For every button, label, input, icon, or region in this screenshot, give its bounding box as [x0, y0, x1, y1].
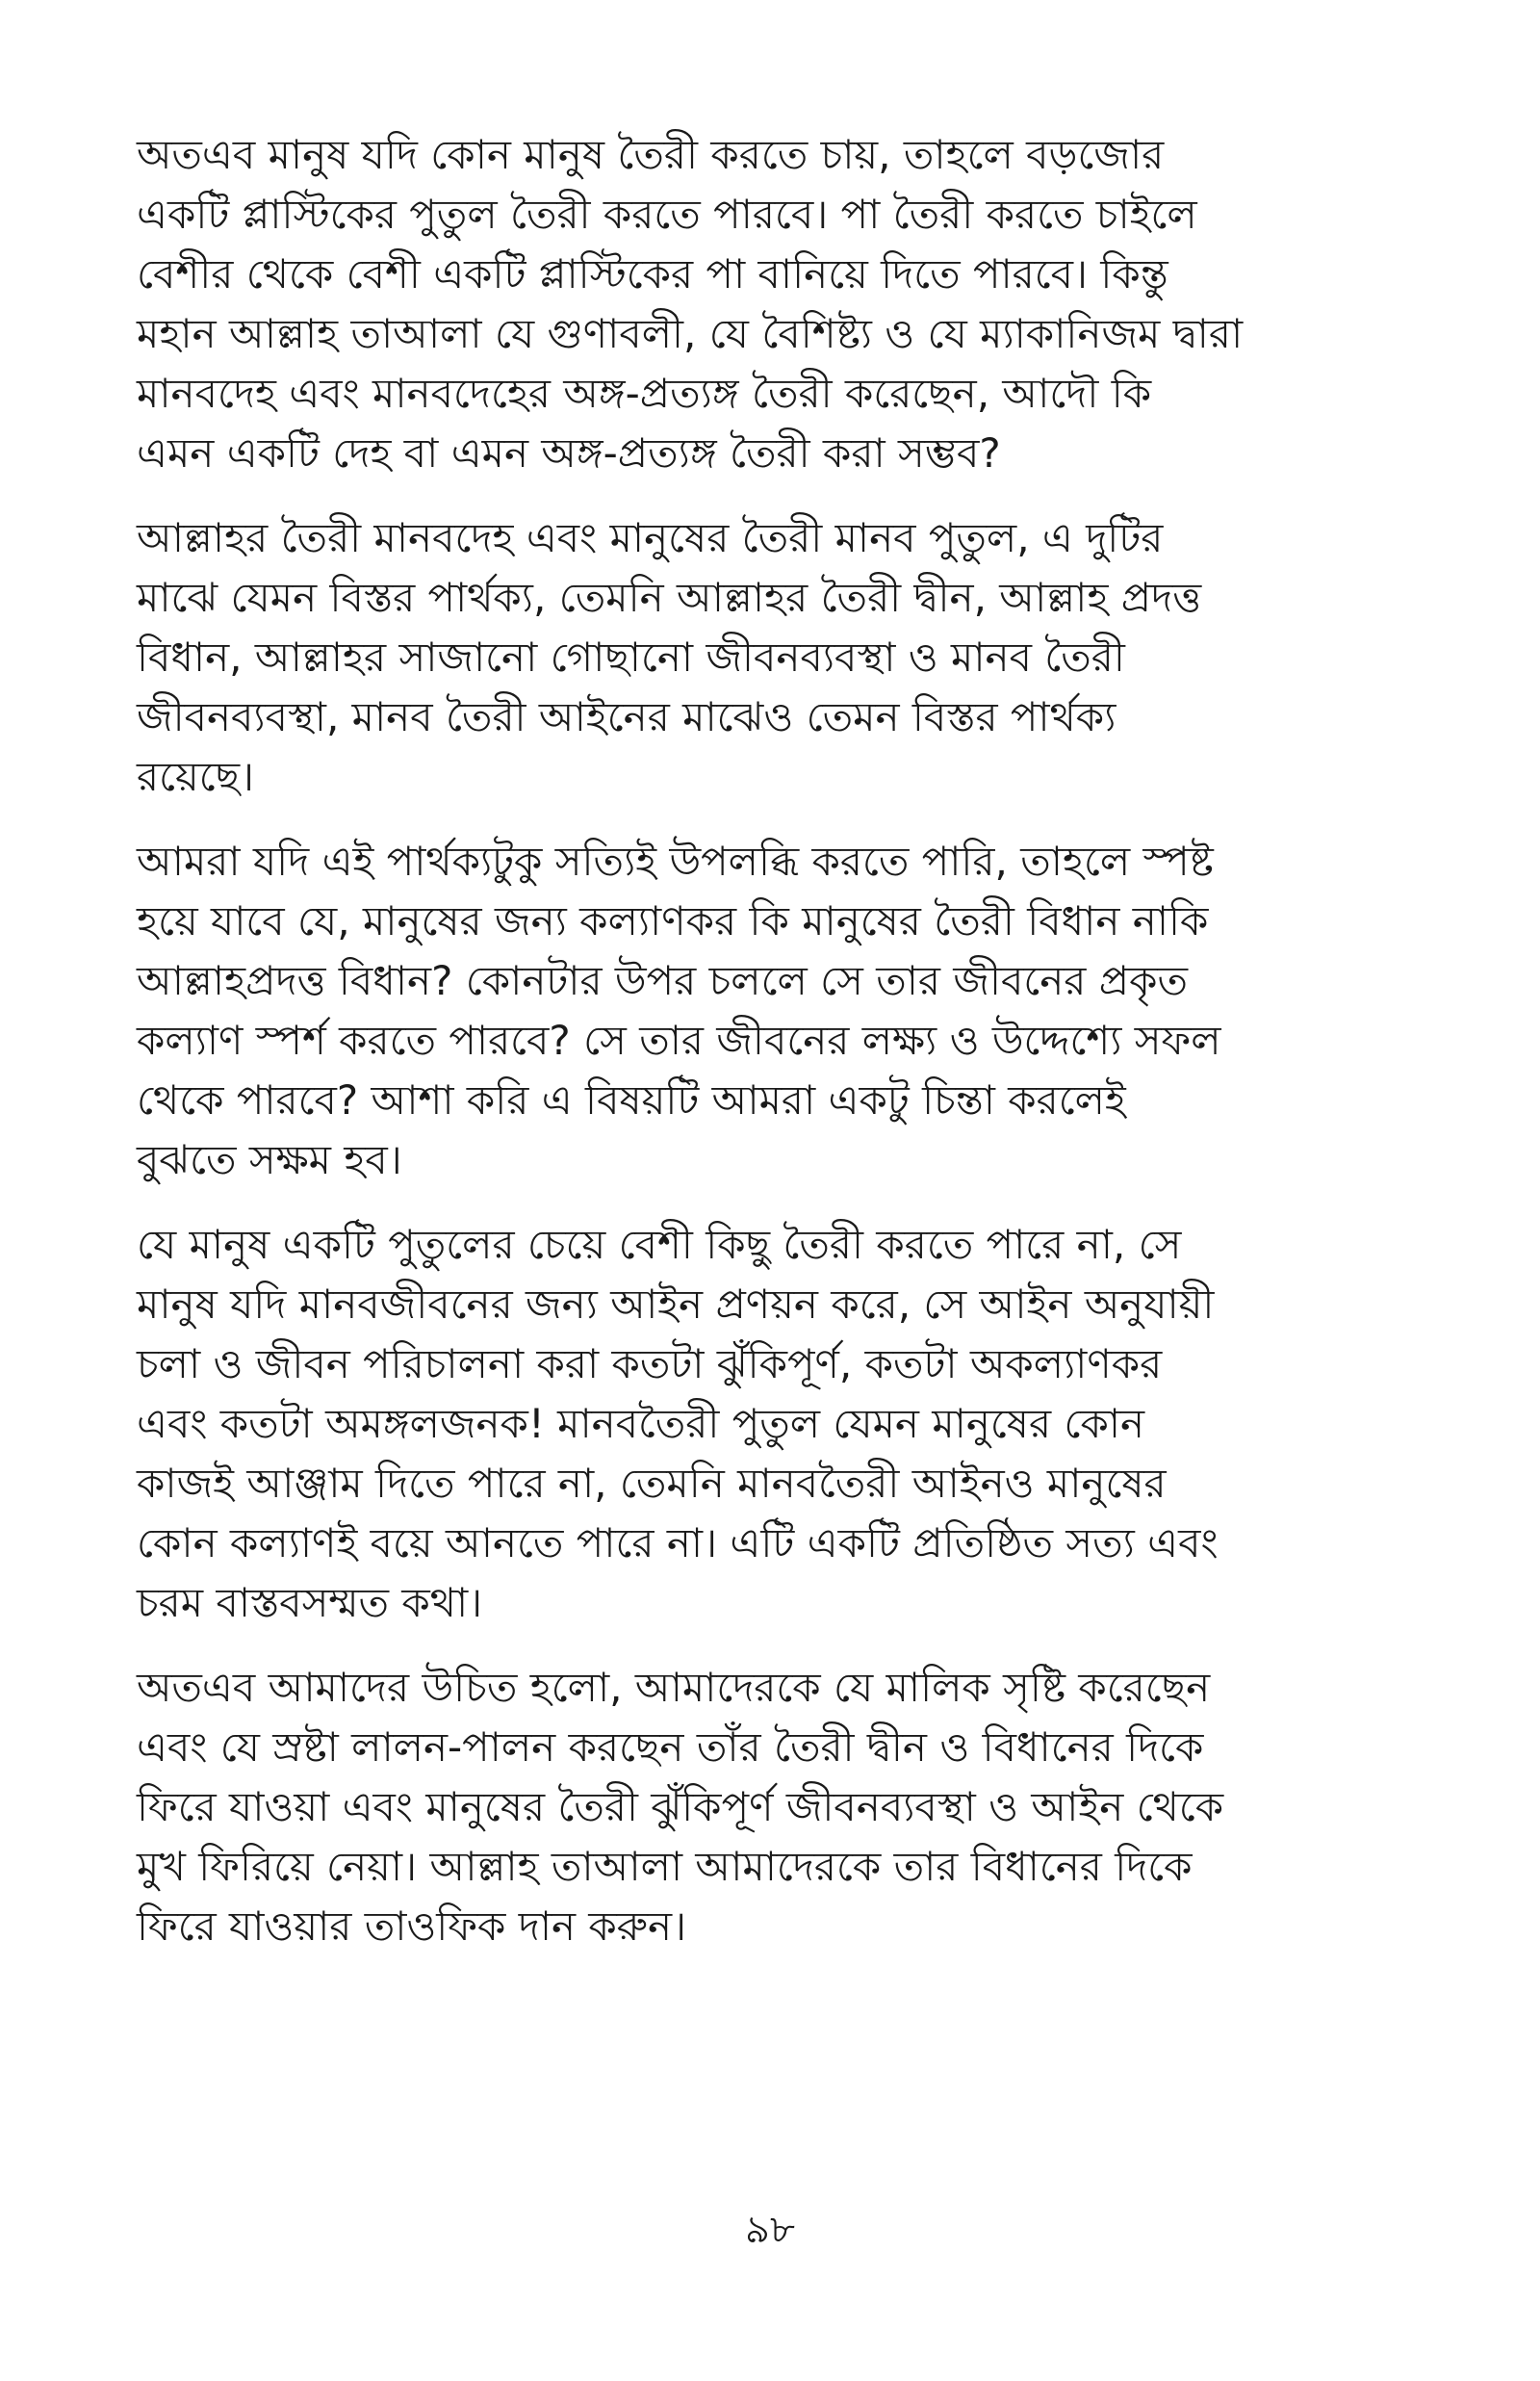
paragraph-3: আমরা যদি এই পার্থক্যটুকু সত্যিই উপলব্ধি করতে পারি, তাহলে স্পষ্ট হয়ে যাবে যে, মানুষের জন্য কল্যাণকর কি মানুষের তৈরী বিধান নাকি আল্লাহপ্রদত্ত বিধান? কোনটার উপর চললে সে তার জীবনের প্রকৃত কল্যাণ স্পর্শ করতে পারবে? সে তার জীবনের লক্ষ্য ও উদ্দেশ্যে সফল থেকে পারবে? আশা করি এ বিষয়টি আমরা একটু চিন্তা করলেই বুঝতে সক্ষম হব। — [137, 838, 1221, 1183]
paragraph-4: যে মানুষ একটি পুতুলের চেয়ে বেশী কিছু তৈরী করতে পারে না, সে মানুষ যদি মানবজীবনের জন্য আইন প্রণয়ন করে, সে আইন অনুযায়ী চলা ও জীবন পরিচালনা করা কতটা ঝুঁকিপূর্ণ, কতটা অকল্যাণকর এবং কতটা অমঙ্গলজনক! মানবতৈরী পুতুল যেমন মানুষের কোন কাজই আঞ্জাম দিতে পারে না, তেমনি মানবতৈরী আইনও মানুষের কোন কল্যাণই বয়ে আনতে পারে না। এটি একটি প্রতিষ্ঠিত সত্য এবং চরম বাস্তবসম্মত কথা। — [137, 1221, 1219, 1626]
page-body — [137, 125, 1359, 1981]
paragraph-1: অতএব মানুষ যদি কোন মানুষ তৈরী করতে চায়, তাহলে বড়জোর একটি প্লাস্টিকের পুতুল তৈরী করতে পারবে। পা তৈরী করতে চাইলে বেশীর থেকে বেশী একটি প্লাস্টিকের পা বানিয়ে দিতে পারবে। কিন্তু মহান আল্লাহ তাআলা যে গুণাবলী, যে বৈশিষ্ট্য ও যে ম্যাকানিজম দ্বারা মানবদেহ এবং মানবদেহের অঙ্গ-প্রত্যঙ্গ তৈরী করেছেন, আদৌ কি এমন একটি দেহ বা এমন অঙ্গ-প্রত্যঙ্গ তৈরী করা সম্ভব? — [137, 131, 1244, 477]
paragraph-2: আল্লাহর তৈরী মানবদেহ এবং মানুষের তৈরী মানব পুতুল, এ দুটির মাঝে যেমন বিস্তর পার্থক্য, তেমনি আল্লাহর তৈরী দ্বীন, আল্লাহ প্রদত্ত বিধান, আল্লাহর সাজানো গোছানো জীবনব্যবস্থা ও মানব তৈরী জীবনব্যবস্থা, মানব তৈরী আইনের মাঝেও তেমন বিস্তর পার্থক্য রয়েছে। — [137, 514, 1202, 800]
paragraph-5: অতএব আমাদের উচিত হলো, আমাদেরকে যে মালিক সৃষ্টি করেছেন এবং যে স্রষ্টা লালন-পালন করছেন তাঁর তৈরী দ্বীন ও বিধানের দিকে ফিরে যাওয়া এবং মানুষের তৈরী ঝুঁকিপূর্ণ জীবনব্যবস্থা ও আইন থেকে মুখ ফিরিয়ে নেয়া। আল্লাহ তাআলা আমাদেরকে তার বিধানের দিকে ফিরে যাওয়ার তাওফিক দান করুন। — [137, 1664, 1224, 1950]
page-number: ৯৮ — [745, 2208, 795, 2252]
